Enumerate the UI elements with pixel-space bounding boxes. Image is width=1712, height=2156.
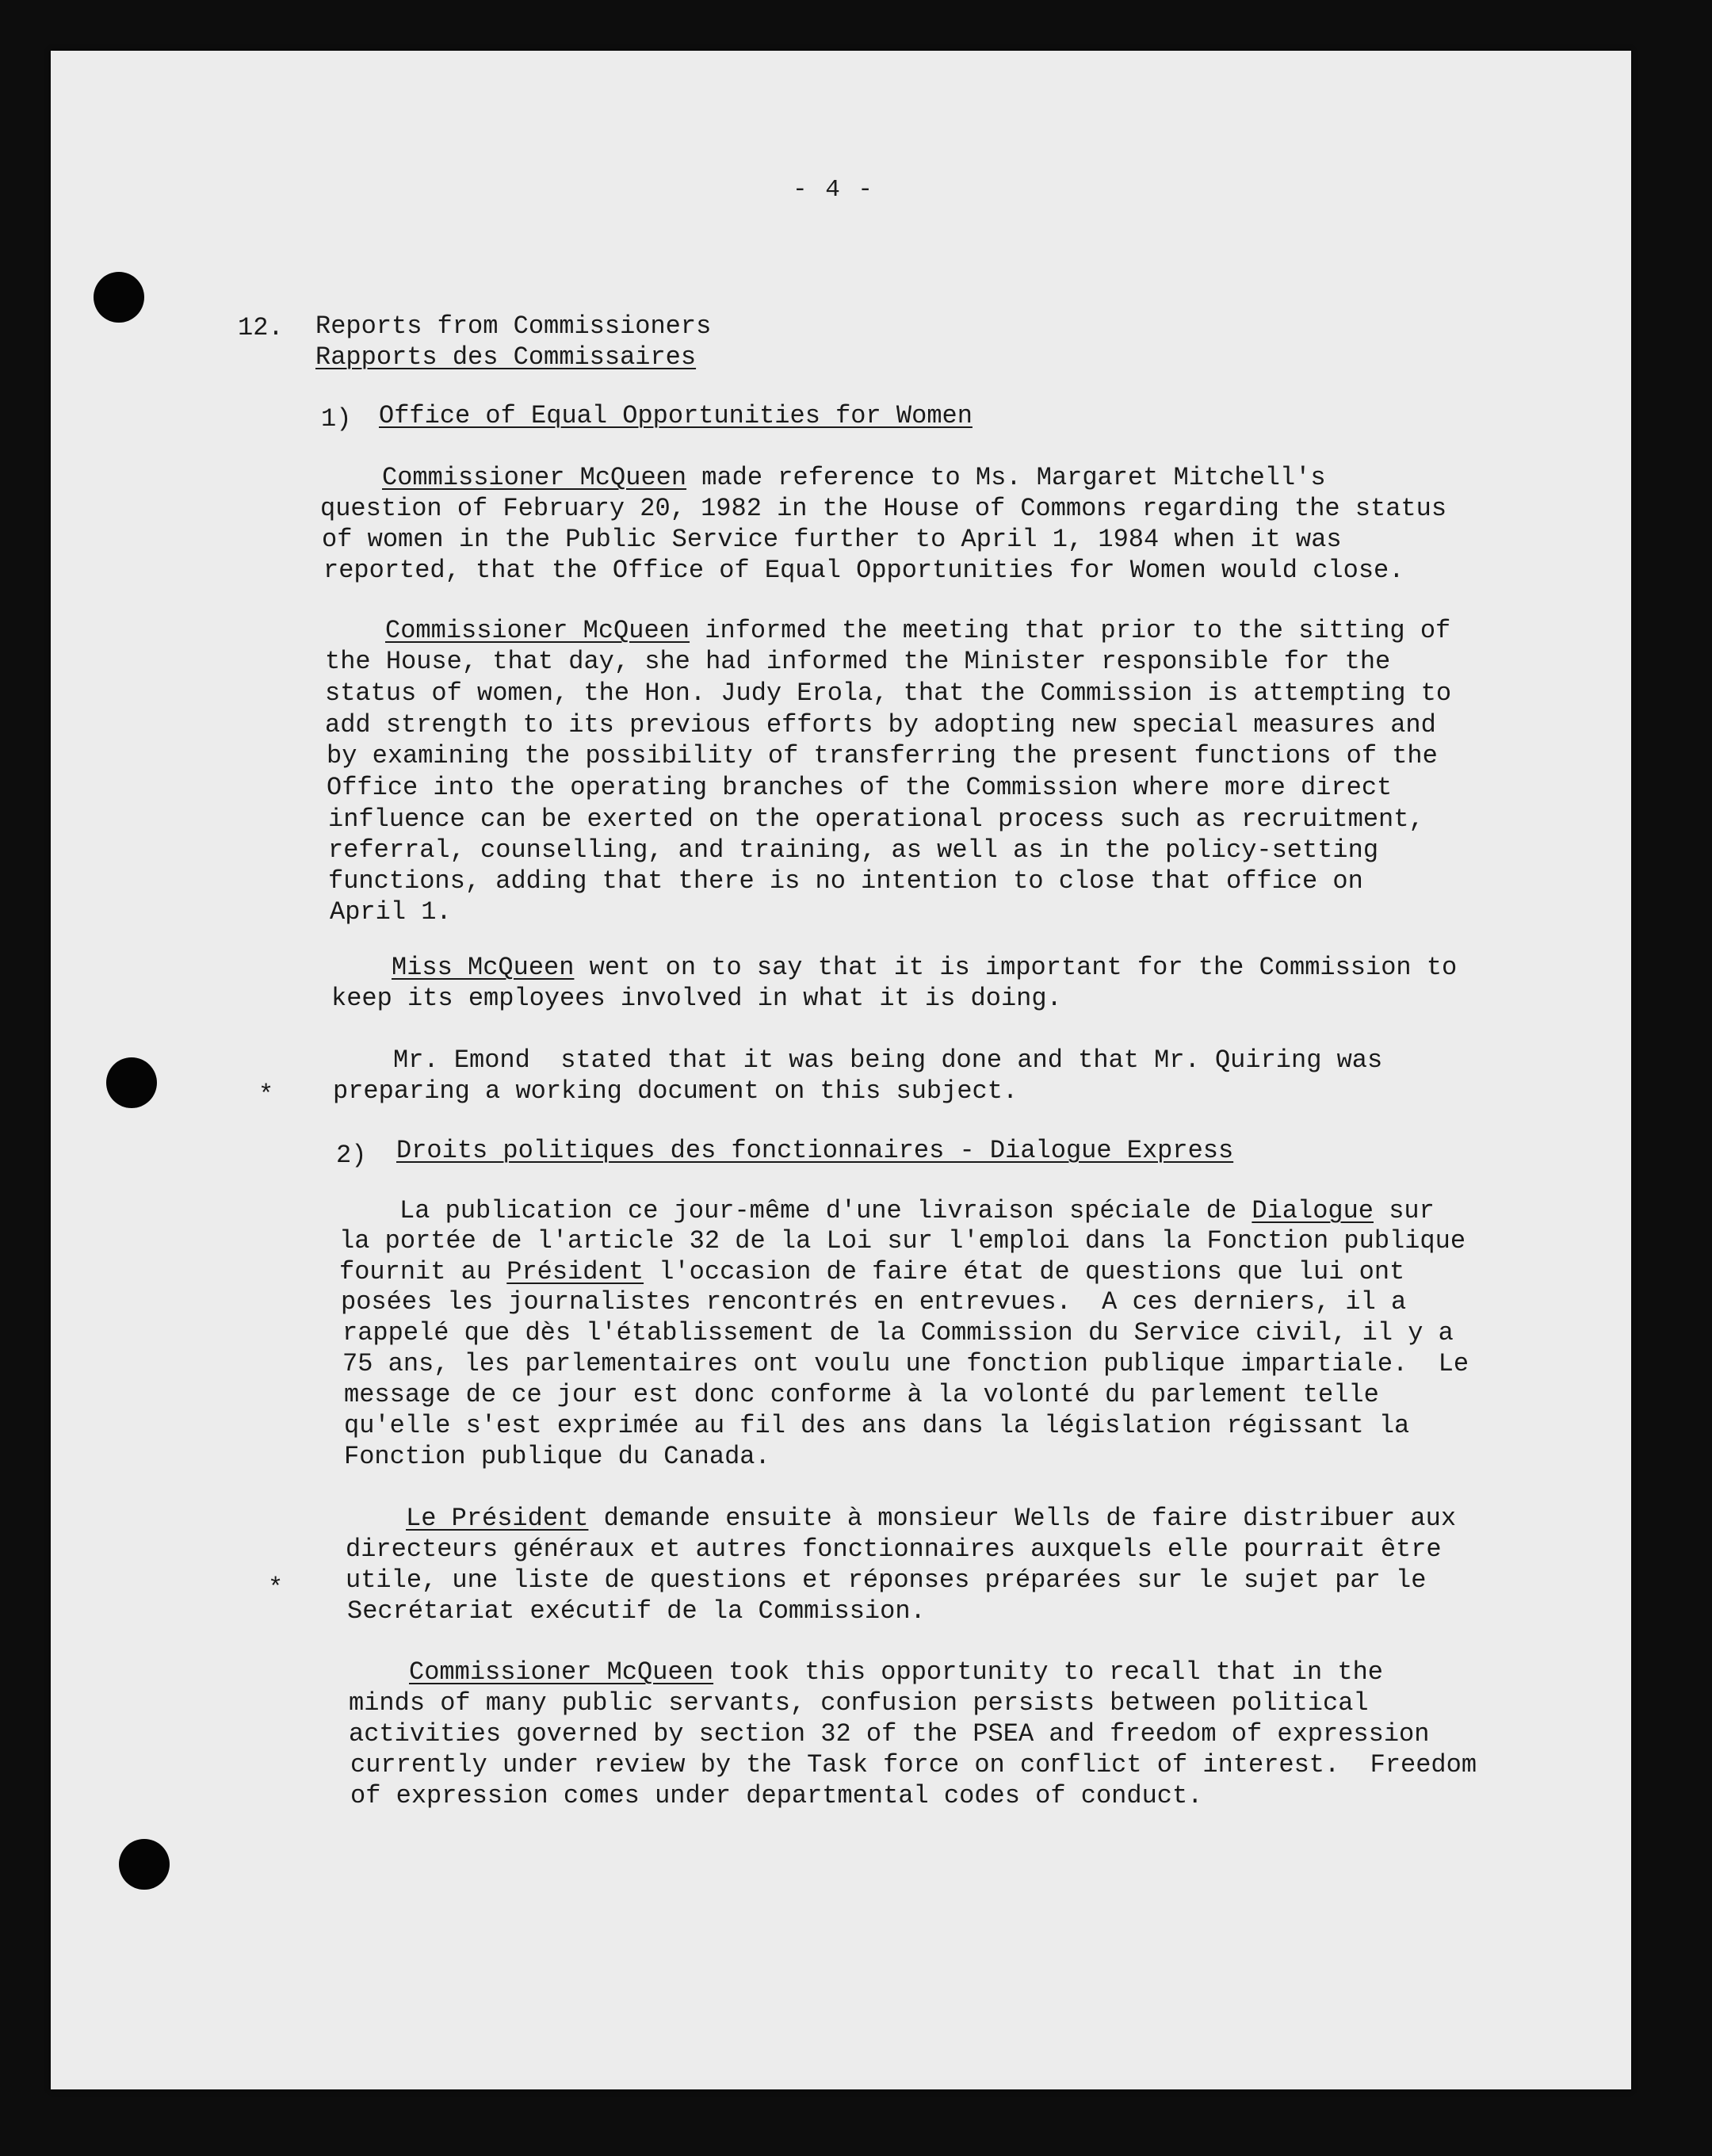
sub2-number: 2) xyxy=(336,1141,367,1170)
sub1-paragraph-2-line: status of women, the Hon. Judy Erola, that the Commission is attempting to xyxy=(325,679,1452,708)
punch-hole-middle xyxy=(106,1057,157,1108)
sub2-paragraph-2-line: Secrétariat exécutif de la Commission. xyxy=(347,1596,926,1626)
sub2-paragraph-2-line: Le Président demande ensuite à monsieur Wells de faire distribuer aux xyxy=(406,1504,1457,1533)
sub2-paragraph-1-line: 75 ans, les parlementaires ont voulu une fonction publique impartiale. Le xyxy=(342,1349,1469,1378)
speaker-name: Le Président xyxy=(406,1504,589,1533)
publication-name: Dialogue xyxy=(1252,1196,1374,1225)
sub1-paragraph-3-line: keep its employees involved in what it is doing. xyxy=(331,984,1062,1013)
punch-hole-bottom xyxy=(119,1839,170,1890)
speaker-name: Commissioner McQueen xyxy=(385,616,690,645)
sub2-paragraph-3-line: currently under review by the Task force on conflict of interest. Freedom xyxy=(350,1750,1477,1779)
president-reference: Président xyxy=(506,1257,644,1286)
punch-hole-top xyxy=(94,272,144,323)
sub1-paragraph-1-line: question of February 20, 1982 in the House of Commons regarding the status xyxy=(320,494,1447,523)
sub1-paragraph-2-line: referral, counselling, and training, as well as in the policy-setting xyxy=(328,835,1379,865)
section-number: 12. xyxy=(238,313,284,342)
sub1-paragraph-2-line: by examining the possibility of transferring the present functions of the xyxy=(327,741,1438,770)
sub1-paragraph-2-line: influence can be exerted on the operational process such as recruitment, xyxy=(328,805,1424,834)
sub1-paragraph-2-line: Office into the operating branches of the Commission where more direct xyxy=(327,773,1393,802)
sub1-heading: Office of Equal Opportunities for Women xyxy=(379,401,973,430)
sub2-paragraph-1-line: la portée de l'article 32 de la Loi sur l'emploi dans la Fonction publique xyxy=(339,1226,1466,1256)
page-number: - 4 - xyxy=(793,176,875,204)
sub2-paragraph-3-line: of expression comes under departmental codes of conduct. xyxy=(350,1781,1203,1810)
sub1-paragraph-4-line: Mr. Emond stated that it was being done and that Mr. Quiring was xyxy=(393,1046,1383,1075)
sub2-paragraph-3-line: minds of many public servants, confusion persists between political xyxy=(349,1688,1369,1718)
sub1-paragraph-1-line: of women in the Public Service further to April 1, 1984 when it was xyxy=(322,525,1342,554)
sub1-paragraph-3-line: Miss McQueen went on to say that it is important for the Commission to xyxy=(392,953,1458,982)
sub1-paragraph-1-line: reported, that the Office of Equal Opportunities for Women would close. xyxy=(323,556,1404,585)
speaker-name: Commissioner McQueen xyxy=(382,463,687,492)
section-title-fr: Rapports des Commissaires xyxy=(315,342,697,372)
margin-asterisk: * xyxy=(268,1573,284,1603)
sub1-paragraph-2-line: the House, that day, she had informed the Minister responsible for the xyxy=(325,647,1391,676)
sub1-paragraph-2-line: functions, adding that there is no intention to close that office on xyxy=(328,866,1363,896)
speaker-name: Commissioner McQueen xyxy=(409,1657,714,1687)
sub2-paragraph-1-line: La publication ce jour-même d'une livraison spéciale de Dialogue sur xyxy=(399,1196,1435,1225)
sub2-paragraph-1-line: Fonction publique du Canada. xyxy=(344,1442,770,1471)
sub2-heading: Droits politiques des fonctionnaires - Dialogue Express xyxy=(396,1136,1234,1165)
sub2-paragraph-2-line: utile, une liste de questions et réponses préparées sur le sujet par le xyxy=(346,1565,1427,1595)
sub2-paragraph-3-line: Commissioner McQueen took this opportunity to recall that in the xyxy=(409,1657,1383,1687)
sub2-paragraph-1-line: message de ce jour est donc conforme à la volonté du parlement telle xyxy=(344,1380,1379,1409)
sub1-paragraph-1-line: Commissioner McQueen made reference to Ms. Margaret Mitchell's xyxy=(382,463,1326,492)
sub2-paragraph-2-line: directeurs généraux et autres fonctionnaires auxquels elle pourrait être xyxy=(346,1535,1442,1564)
margin-asterisk: * xyxy=(258,1080,274,1110)
sub1-paragraph-2-line: Commissioner McQueen informed the meeting that prior to the sitting of xyxy=(385,616,1451,645)
sub2-paragraph-1-line: posées les journalistes rencontrés en entrevues. A ces derniers, il a xyxy=(341,1287,1407,1317)
section-title-en: Reports from Commissioners xyxy=(315,312,712,341)
sub2-paragraph-1-line: rappelé que dès l'établissement de la Commission du Service civil, il y a xyxy=(342,1318,1454,1348)
sub2-paragraph-1-line: fournit au Président l'occasion de faire état de questions que lui ont xyxy=(339,1257,1405,1286)
sub2-paragraph-3-line: activities governed by section 32 of the PSEA and freedom of expression xyxy=(349,1719,1430,1749)
sub1-paragraph-4-line: preparing a working document on this subject. xyxy=(333,1076,1018,1106)
sub1-paragraph-2-line: add strength to its previous efforts by adopting new special measures and xyxy=(325,710,1436,740)
sub2-paragraph-1-line: qu'elle s'est exprimée au fil des ans dans la législation régissant la xyxy=(344,1411,1410,1440)
sub1-paragraph-2-line: April 1. xyxy=(330,897,452,927)
speaker-name: Miss McQueen xyxy=(392,953,575,982)
sub1-number: 1) xyxy=(321,404,352,434)
